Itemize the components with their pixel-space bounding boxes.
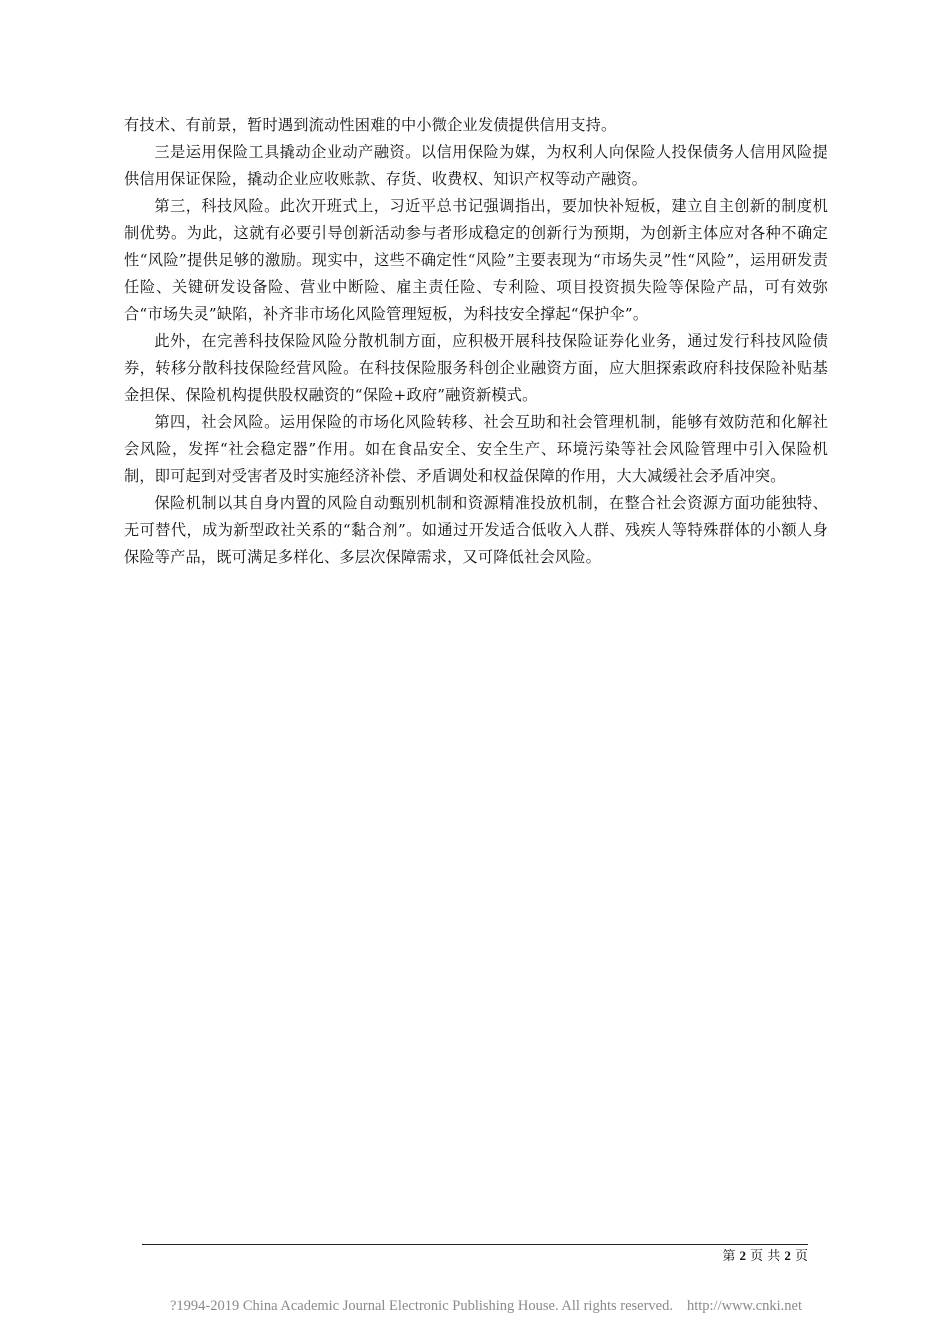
page-number xyxy=(712,1247,808,1266)
paragraph: 三是运用保险工具撬动企业动产融资。以信用保险为媒，为权利人向保险人投保债务人信用风险提供信用保证保险，撬动企业应收账款、存货、收费权、知识产权等动产融资。 xyxy=(124,143,828,188)
paragraph: 保险机制以其自身内置的风险自动甄别机制和资源精准投放机制，在整合社会资源方面功能独特、无可替代，成为新型政社关系的“黏合剂”。如通过开发适合低收入人群、残疾人等特殊群体的小额人身保险等产品，既可满足多样化、多层次保障需求，又可降低社会风险。 xyxy=(124,494,828,566)
copyright-text: ?1994-2019 China Academic Journal Electronic Publishing House. All rights reserved. xyxy=(170,1298,673,1314)
footer-divider xyxy=(142,1244,808,1245)
page-current: 2 xyxy=(739,1248,746,1263)
page-prefix: 第 xyxy=(722,1249,740,1264)
paragraph: 第三，科技风险。此次开班式上，习近平总书记强调指出，要加快补短板，建立自主创新的制度机制优势。为此，这就有必要引导创新活动参与者形成稳定的创新行为预期，为创新主体应对各种不确定性“风险”提供足够的激励。现实中，这些不确定性“风险”主要表现为“市场失灵”性“风险”，运用研发责任险、关键研发设备险、营业中断险、雇主责任险、专利险、项目投资损失险等保险产品，可有效弥合“市场失灵”缺陷，补齐非市场化风险管理短板，为科技安全撑起“保护伞”。 xyxy=(124,197,828,323)
article-body xyxy=(124,112,828,571)
copyright-notice xyxy=(170,1297,803,1315)
page-total: 2 xyxy=(784,1248,791,1263)
page-suffix: 页 xyxy=(790,1249,808,1264)
page-middle: 页 共 xyxy=(745,1249,785,1264)
paragraph: 第四，社会风险。运用保险的市场化风险转移、社会互助和社会管理机制，能够有效防范和化解社会风险，发挥“社会稳定器”作用。如在食品安全、安全生产、环境污染等社会风险管理中引入保险机制，即可起到对受害者及时实施经济补偿、矛盾调处和权益保障的作用，大大减缓社会矛盾冲突。 xyxy=(124,413,828,485)
paragraph: 此外，在完善科技保险风险分散机制方面，应积极开展科技保险证券化业务，通过发行科技风险债券，转移分散科技保险经营风险。在科技保险服务科创企业融资方面，应大胆探索政府科技保险补贴基金担保、保险机构提供股权融资的“保险+政府”融资新模式。 xyxy=(124,332,828,404)
paragraph: 有技术、有前景，暂时遇到流动性困难的中小微企业发债提供信用支持。 xyxy=(124,116,617,134)
copyright-url[interactable]: http://www.cnki.net xyxy=(686,1298,803,1314)
